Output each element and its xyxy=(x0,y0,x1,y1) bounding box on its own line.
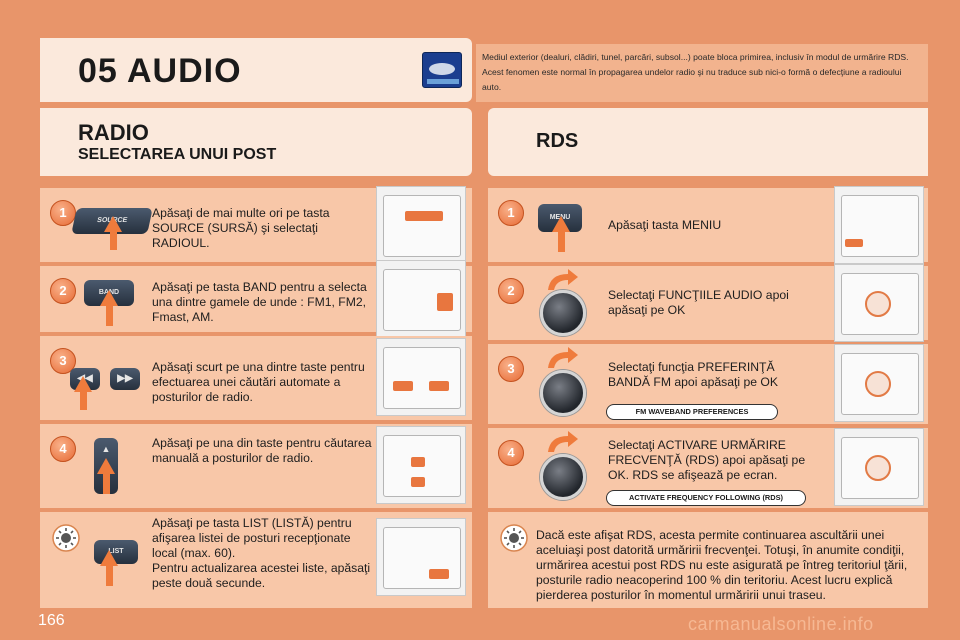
radio-section-header xyxy=(40,108,472,176)
radio-unit-illustration xyxy=(376,518,466,596)
band-button-icon: BAND xyxy=(84,280,134,306)
notice-text: Mediul exterior (dealuri, clădiri, tunel, parcări, subsol...) poate bloca primirea, inclusiv în modul de urmărire RDS. Acest fenomen este normal în propagarea undelor radio şi nu traduce sub nici-o formă o defecţiune a radioului auto. xyxy=(482,52,909,92)
press-arrow-icon xyxy=(97,458,115,474)
radio-unit-illustration xyxy=(376,186,466,264)
radio-unit-illustration xyxy=(834,186,924,264)
radio-unit-illustration xyxy=(834,344,924,422)
step-number: 2 xyxy=(50,278,76,304)
step-number: 1 xyxy=(50,200,76,226)
seek-forward-icon: ▶▶ xyxy=(110,368,140,390)
menu-button-icon: MENU xyxy=(538,204,582,232)
radio-cd-icon xyxy=(422,52,462,88)
step-number: 2 xyxy=(498,278,524,304)
rotate-arrow-icon xyxy=(544,346,580,370)
radio-unit-illustration xyxy=(376,426,466,504)
press-arrow-icon xyxy=(104,216,122,232)
tip-sun-icon xyxy=(52,524,80,552)
tip-sun-icon xyxy=(500,524,528,552)
rds-step-4 xyxy=(488,428,928,508)
screen-label-pill: FM WAVEBAND PREFERENCES xyxy=(606,404,778,420)
rds-section-title: RDS xyxy=(536,130,579,152)
step-number: 3 xyxy=(50,348,76,374)
rds-tip xyxy=(488,512,928,608)
step-text: Apăsaţi pe tasta BAND pentru a selecta una dintre gamele de unde : FM1, FM2, Fmast, AM. xyxy=(152,280,367,324)
radio-section-subtitle: SELECTAREA UNUI POST xyxy=(78,146,277,163)
source-button-icon: SOURCE xyxy=(71,208,153,234)
up-down-buttons-icon: ▲ xyxy=(94,438,118,494)
page-number: 166 xyxy=(38,612,65,629)
tip-text: Dacă este afişat RDS, acesta permite continuarea ascultării unei aceluiaşi post datorită urmăririi frecvenţei. Totuşi, în anumite condiţii, urmărirea acestui post RDS nu este asigurată pe întreg teritoriul ţării, posturile radio neacoperind 100 % din teritoriu. Acest lucru explică pierderea posturilor în momentul urmăririi unui traseu. xyxy=(536,528,908,602)
rds-step-2 xyxy=(488,266,928,340)
radio-unit-illustration xyxy=(834,264,924,342)
step-number: 3 xyxy=(498,356,524,382)
rotate-arrow-icon xyxy=(544,268,580,292)
jog-dial-icon xyxy=(540,370,586,416)
step-number: 4 xyxy=(50,436,76,462)
screen-label-pill: ACTIVATE FREQUENCY FOLLOWING (RDS) xyxy=(606,490,806,506)
radio-tip xyxy=(40,512,472,608)
press-arrow-icon xyxy=(100,290,118,306)
step-number: 4 xyxy=(498,440,524,466)
rds-section-header xyxy=(488,108,928,176)
list-button-icon: LIST xyxy=(94,540,138,564)
radio-step-1 xyxy=(40,188,472,262)
tip-text: Apăsaţi pe tasta LIST (LISTĂ) pentru afişarea listei de posturi recepţionate local (max. 60). Pentru actualizarea acestei liste, apăsaţi peste două secunde. xyxy=(152,516,371,590)
page-title: 05 AUDIO xyxy=(78,52,242,90)
radio-unit-illustration xyxy=(834,428,924,506)
radio-step-3 xyxy=(40,336,472,420)
seek-back-icon: ◀◀ xyxy=(70,368,100,390)
notice-box xyxy=(476,44,928,102)
press-arrow-icon xyxy=(100,550,118,566)
jog-dial-icon xyxy=(540,454,586,500)
press-arrow-icon xyxy=(74,376,92,392)
title-box xyxy=(40,38,472,102)
rds-step-3 xyxy=(488,344,928,424)
step-text: Apăsaţi scurt pe una dintre taste pentru efectuarea unei căutări automate a posturilor de radio. xyxy=(152,360,365,404)
radio-step-4 xyxy=(40,424,472,508)
watermark: carmanualsonline.info xyxy=(688,614,874,634)
radio-unit-illustration xyxy=(376,260,466,338)
jog-dial-icon xyxy=(540,290,586,336)
rotate-arrow-icon xyxy=(544,430,580,454)
step-text: Selectaţi FUNCŢIILE AUDIO apoi apăsaţi pe OK xyxy=(608,288,789,317)
radio-step-2 xyxy=(40,266,472,332)
press-arrow-icon xyxy=(552,216,570,232)
step-text: Selectaţi funcţia PREFERINŢĂ BANDĂ FM apoi apăsaţi pe OK xyxy=(608,360,779,389)
step-text: Apăsaţi pe una din taste pentru căutarea manuală a posturilor de radio. xyxy=(152,436,372,465)
step-text: Apăsaţi de mai multe ori pe tasta SOURCE (SURSĂ) şi selectaţi RADIOUL. xyxy=(152,206,330,250)
step-text: Apăsaţi tasta MENIU xyxy=(608,218,722,232)
radio-section-title: RADIO xyxy=(78,120,149,145)
rds-step-1 xyxy=(488,188,928,262)
radio-unit-illustration xyxy=(376,338,466,416)
step-number: 1 xyxy=(498,200,524,226)
step-text: Selectaţi ACTIVARE URMĂRIRE FRECVENŢĂ (RDS) apoi apăsaţi pe OK. RDS se afişează pe ecran. xyxy=(608,438,806,482)
